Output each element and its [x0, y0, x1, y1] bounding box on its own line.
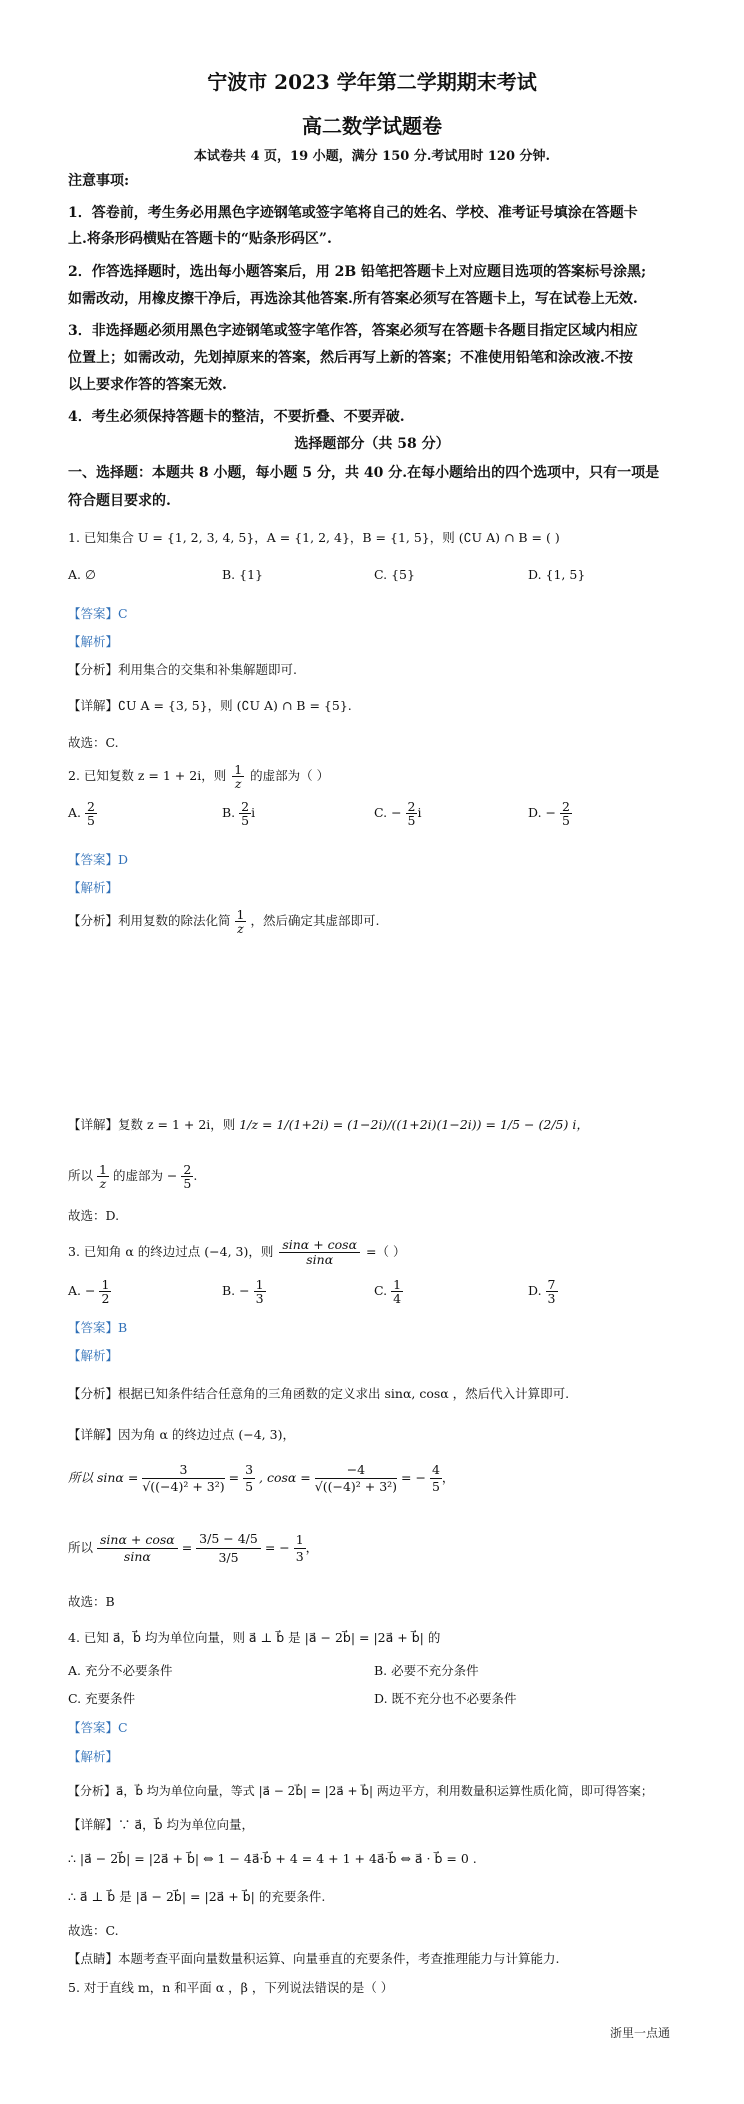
analysis-part: ，然后确定其虚部即可. [250, 913, 380, 928]
fraction-den: z [234, 776, 242, 791]
fraction-num: 1 [393, 1277, 402, 1292]
notice-line: 上.将条形码横贴在答题卡的“贴条形码区”. [68, 231, 332, 247]
option-d: D. 既不充分也不必要条件 [374, 1691, 517, 1706]
formula-part: ， [305, 1540, 319, 1555]
formula-part: = [181, 1540, 193, 1555]
fraction-den: sinα [306, 1252, 334, 1267]
fraction-num: 3/5 − 4/5 [196, 1530, 261, 1549]
question-stem: 5. 对于直线 m，n 和平面 α ，β ，下列说法错误的是（ ） [68, 1980, 394, 1995]
formula-part: ， [441, 1470, 455, 1485]
stem-text: =（ ） [366, 1244, 406, 1259]
fraction [406, 800, 418, 827]
fraction [232, 763, 244, 790]
summary-part: 的虚部为 − [112, 1168, 178, 1183]
fraction-num: −4 [315, 1462, 397, 1479]
conclusion-text: 故选：D. [68, 1208, 120, 1223]
option-c: C. {5} [374, 567, 415, 582]
summary-text [68, 1163, 197, 1190]
option-c [374, 1278, 403, 1305]
option-label: C. − [374, 805, 402, 820]
fraction-num: 2 [407, 799, 416, 814]
fraction-den: 5 [245, 1479, 254, 1494]
analysis-part: 【分析】利用复数的除法化简 [68, 913, 231, 928]
option-b: B. 必要不充分条件 [374, 1663, 479, 1678]
fraction-num: 2 [87, 799, 95, 814]
fraction-den: 3 [295, 1549, 304, 1564]
fraction-num: 1 [255, 1277, 264, 1292]
option-label: A. − [68, 1283, 96, 1298]
fraction-num: 1 [236, 907, 245, 922]
analysis-text [68, 908, 379, 935]
fraction-num: 4 [431, 1462, 440, 1477]
option-a: A. ∅ [68, 567, 96, 582]
stem-text: 2. 已知复数 z = 1 + 2i，则 [68, 768, 227, 783]
fraction-den: z [237, 921, 244, 936]
detail-text: 【详解】∵ a⃗，b⃗ 均为单位向量， [68, 1817, 255, 1832]
fraction-den: z [99, 1176, 107, 1191]
fraction-den: 3/5 [218, 1550, 239, 1565]
fraction [97, 1532, 178, 1565]
jiexi-tag: 【解析】 [68, 634, 119, 649]
fraction [99, 1278, 111, 1305]
answer-tag: 【答案】C [68, 1720, 128, 1735]
notice-line: 以上要求作答的答案无效. [68, 377, 227, 393]
fraction [315, 1462, 397, 1495]
fraction-num: sinα + cosα [97, 1532, 178, 1549]
note-text: 【点睛】本题考查平面向量数量积运算、向量垂直的充要条件，考查推理能力与计算能力. [68, 1951, 560, 1966]
option-a [68, 800, 97, 827]
notice-line: 1．答卷前，考生务必用黑色字迹钢笔或签字笔将自己的姓名、学校、准考证号填涂在答题卡 [68, 205, 638, 221]
fraction-num: sinα + cosα [279, 1238, 360, 1253]
fraction-den: sinα [123, 1549, 151, 1564]
jiexi-tag: 【解析】 [68, 1348, 119, 1363]
detail-text [68, 1115, 589, 1133]
fraction-den: 3 [255, 1291, 264, 1306]
fraction [235, 908, 247, 935]
notice-line: 2．作答选择题时，选出每小题答案后，用 2B 铅笔把答题卡上对应题目选项的答案标号涂黑; [68, 264, 647, 280]
fraction [196, 1530, 261, 1567]
fraction [391, 1278, 403, 1305]
detail-formula: 1/z = 1/(1+2i) = (1−2i)/((1+2i)(1−2i)) = 1/5 − (2/5) i， [239, 1117, 589, 1132]
option-c: C. 充要条件 [68, 1691, 136, 1706]
option-d: D. {1, 5} [528, 567, 586, 582]
summary-part: . [193, 1168, 198, 1183]
summary-part: 所以 [68, 1168, 94, 1183]
question-stem [68, 763, 329, 790]
fraction [254, 1278, 266, 1305]
formula-line [68, 1530, 318, 1567]
notice-line: 4．考生必须保持答题卡的整洁，不要折叠、不要弄破. [68, 409, 405, 425]
notice-line: 3．非选择题必须用黑色字迹钢笔或签字笔作答，答案必须写在答题卡各题目指定区域内相应 [68, 323, 638, 339]
fraction-den: 5 [183, 1176, 192, 1191]
fraction [239, 800, 251, 827]
fraction [142, 1462, 224, 1495]
fraction-den: 4 [393, 1291, 402, 1306]
notice-line: 位置上；如需改动，先划掉原来的答案，然后再写上新的答案；不准使用铅笔和涂改液.不按 [68, 350, 633, 366]
exam-info: 本试卷共 4 页，19 小题，满分 150 分.考试用时 120 分钟. [193, 149, 551, 164]
option-b [222, 1278, 266, 1305]
fraction-num: 2 [561, 799, 570, 814]
stem-text: 3. 已知角 α 的终边过点 (−4, 3)，则 [68, 1244, 274, 1259]
fraction-num: 3 [245, 1462, 254, 1477]
analysis-text: 【分析】a⃗，b⃗ 均为单位向量，等式 |a⃗ − 2b⃗| = |2a⃗ + b⃗| 两边平方，利用数量积运算性质化简，即可得答案； [68, 1784, 653, 1798]
fraction-den: 5 [561, 813, 570, 828]
option-label: D. − [528, 805, 556, 820]
fraction [279, 1238, 360, 1267]
fraction-num: 7 [547, 1277, 556, 1292]
option-d [528, 1278, 558, 1305]
jiexi-tag: 【解析】 [68, 1749, 119, 1764]
formula-part: = − [401, 1470, 426, 1485]
exam-title: 宁波市 2023 学年第二学期期末考试 [207, 70, 537, 94]
fraction-num: 1 [99, 1162, 107, 1177]
section-intro: 符合题目要求的. [68, 493, 171, 509]
exam-subtitle: 高二数学试题卷 [302, 114, 442, 138]
stem-text: 的虚部为（ ） [250, 768, 330, 783]
fraction [294, 1532, 306, 1565]
option-c [374, 800, 421, 827]
option-label: B. [222, 805, 236, 820]
fraction-den: 3 [547, 1291, 556, 1306]
fraction [181, 1163, 193, 1190]
question-stem: 1. 已知集合 U = {1, 2, 3, 4, 5}，A = {1, 2, 4}，B = {1, 5}，则 (∁U A) ∩ B = ( ) [68, 530, 560, 545]
option-d [528, 800, 572, 827]
formula-line: ∴ a⃗ ⊥ b⃗ 是 |a⃗ − 2b⃗| = |2a⃗ + b⃗| 的充要条件. [68, 1889, 326, 1904]
option-label: D. [528, 1283, 542, 1298]
option-a: A. 充分不必要条件 [68, 1663, 173, 1678]
question-stem: 4. 已知 a⃗，b⃗ 均为单位向量，则 a⃗ ⊥ b⃗ 是 |a⃗ − 2b⃗| = |2a⃗ + b⃗| 的 [68, 1630, 441, 1645]
detail-part: 【详解】复数 z = 1 + 2i，则 [68, 1117, 236, 1132]
fraction-den: 5 [241, 813, 250, 828]
section-title: 选择题部分（共 58 分） [294, 436, 450, 452]
option-b: B. {1} [222, 567, 263, 582]
fraction-den: 5 [407, 813, 416, 828]
fraction-num: 2 [241, 799, 250, 814]
fraction [546, 1278, 558, 1305]
fraction-den: √((−4)² + 3²) [314, 1479, 398, 1494]
fraction-den: 2 [101, 1291, 110, 1306]
fraction-num: 1 [234, 762, 243, 777]
jiexi-tag: 【解析】 [68, 880, 119, 895]
option-a [68, 1278, 111, 1305]
option-suffix: i [417, 805, 422, 820]
section-intro: 一、选择题：本题共 8 小题，每小题 5 分，共 40 分.在每小题给出的四个选项中，只有一项是 [68, 465, 660, 481]
fraction-num: 3 [142, 1462, 224, 1479]
fraction-num: 1 [101, 1277, 110, 1292]
fraction-den: 5 [87, 813, 95, 828]
analysis-text: 【分析】利用集合的交集和补集解题即可. [68, 662, 297, 677]
fraction-num: 2 [183, 1162, 192, 1177]
conclusion-text: 故选：C. [68, 735, 119, 750]
conclusion-text: 故选：B [68, 1594, 115, 1609]
notice-line: 如需改动，用橡皮擦干净后，再选涂其他答案.所有答案必须写在答题卡上，写在试卷上无效. [68, 291, 638, 307]
detail-text: 【详解】因为角 α 的终边过点 (−4, 3)， [68, 1427, 295, 1442]
formula-part: = [228, 1470, 240, 1485]
fraction-den: 5 [431, 1479, 440, 1494]
fraction [243, 1462, 255, 1495]
formula-part: = − [264, 1540, 290, 1555]
fraction-den: √((−4)² + 3²) [142, 1479, 225, 1494]
fraction [85, 800, 97, 827]
formula-part: 所以 sinα = [68, 1470, 139, 1485]
formula-part: 所以 [68, 1540, 94, 1555]
conclusion-text: 故选：C. [68, 1923, 119, 1938]
notice-heading: 注意事项: [68, 173, 130, 189]
detail-text: 【详解】∁U A = {3, 5}，则 (∁U A) ∩ B = {5}. [68, 698, 352, 713]
option-label: C. [374, 1283, 388, 1298]
answer-tag: 【答案】C [68, 606, 128, 621]
fraction [430, 1462, 442, 1495]
option-b [222, 800, 255, 827]
formula-line [68, 1462, 454, 1495]
option-label: A. [68, 805, 82, 820]
analysis-text: 【分析】根据已知条件结合任意角的三角函数的定义求出 sinα, cosα ，然后代入计算即可. [68, 1386, 570, 1401]
formula-part: , cosα = [259, 1470, 311, 1485]
formula-line: ∴ |a⃗ − 2b⃗| = |2a⃗ + b⃗| ⇔ 1 − 4a⃗·b⃗ + 4 = 4 + 1 + 4a⃗·b⃗ ⇔ a⃗ · b⃗ = 0 . [68, 1851, 477, 1866]
answer-tag: 【答案】D [68, 852, 129, 867]
option-suffix: i [251, 805, 256, 820]
fraction [560, 800, 572, 827]
fraction [97, 1163, 109, 1190]
footer-watermark: 浙里一点通 [610, 2026, 671, 2040]
question-stem [68, 1238, 405, 1267]
fraction-num: 1 [295, 1532, 304, 1547]
answer-tag: 【答案】B [68, 1320, 128, 1335]
option-label: B. − [222, 1283, 250, 1298]
